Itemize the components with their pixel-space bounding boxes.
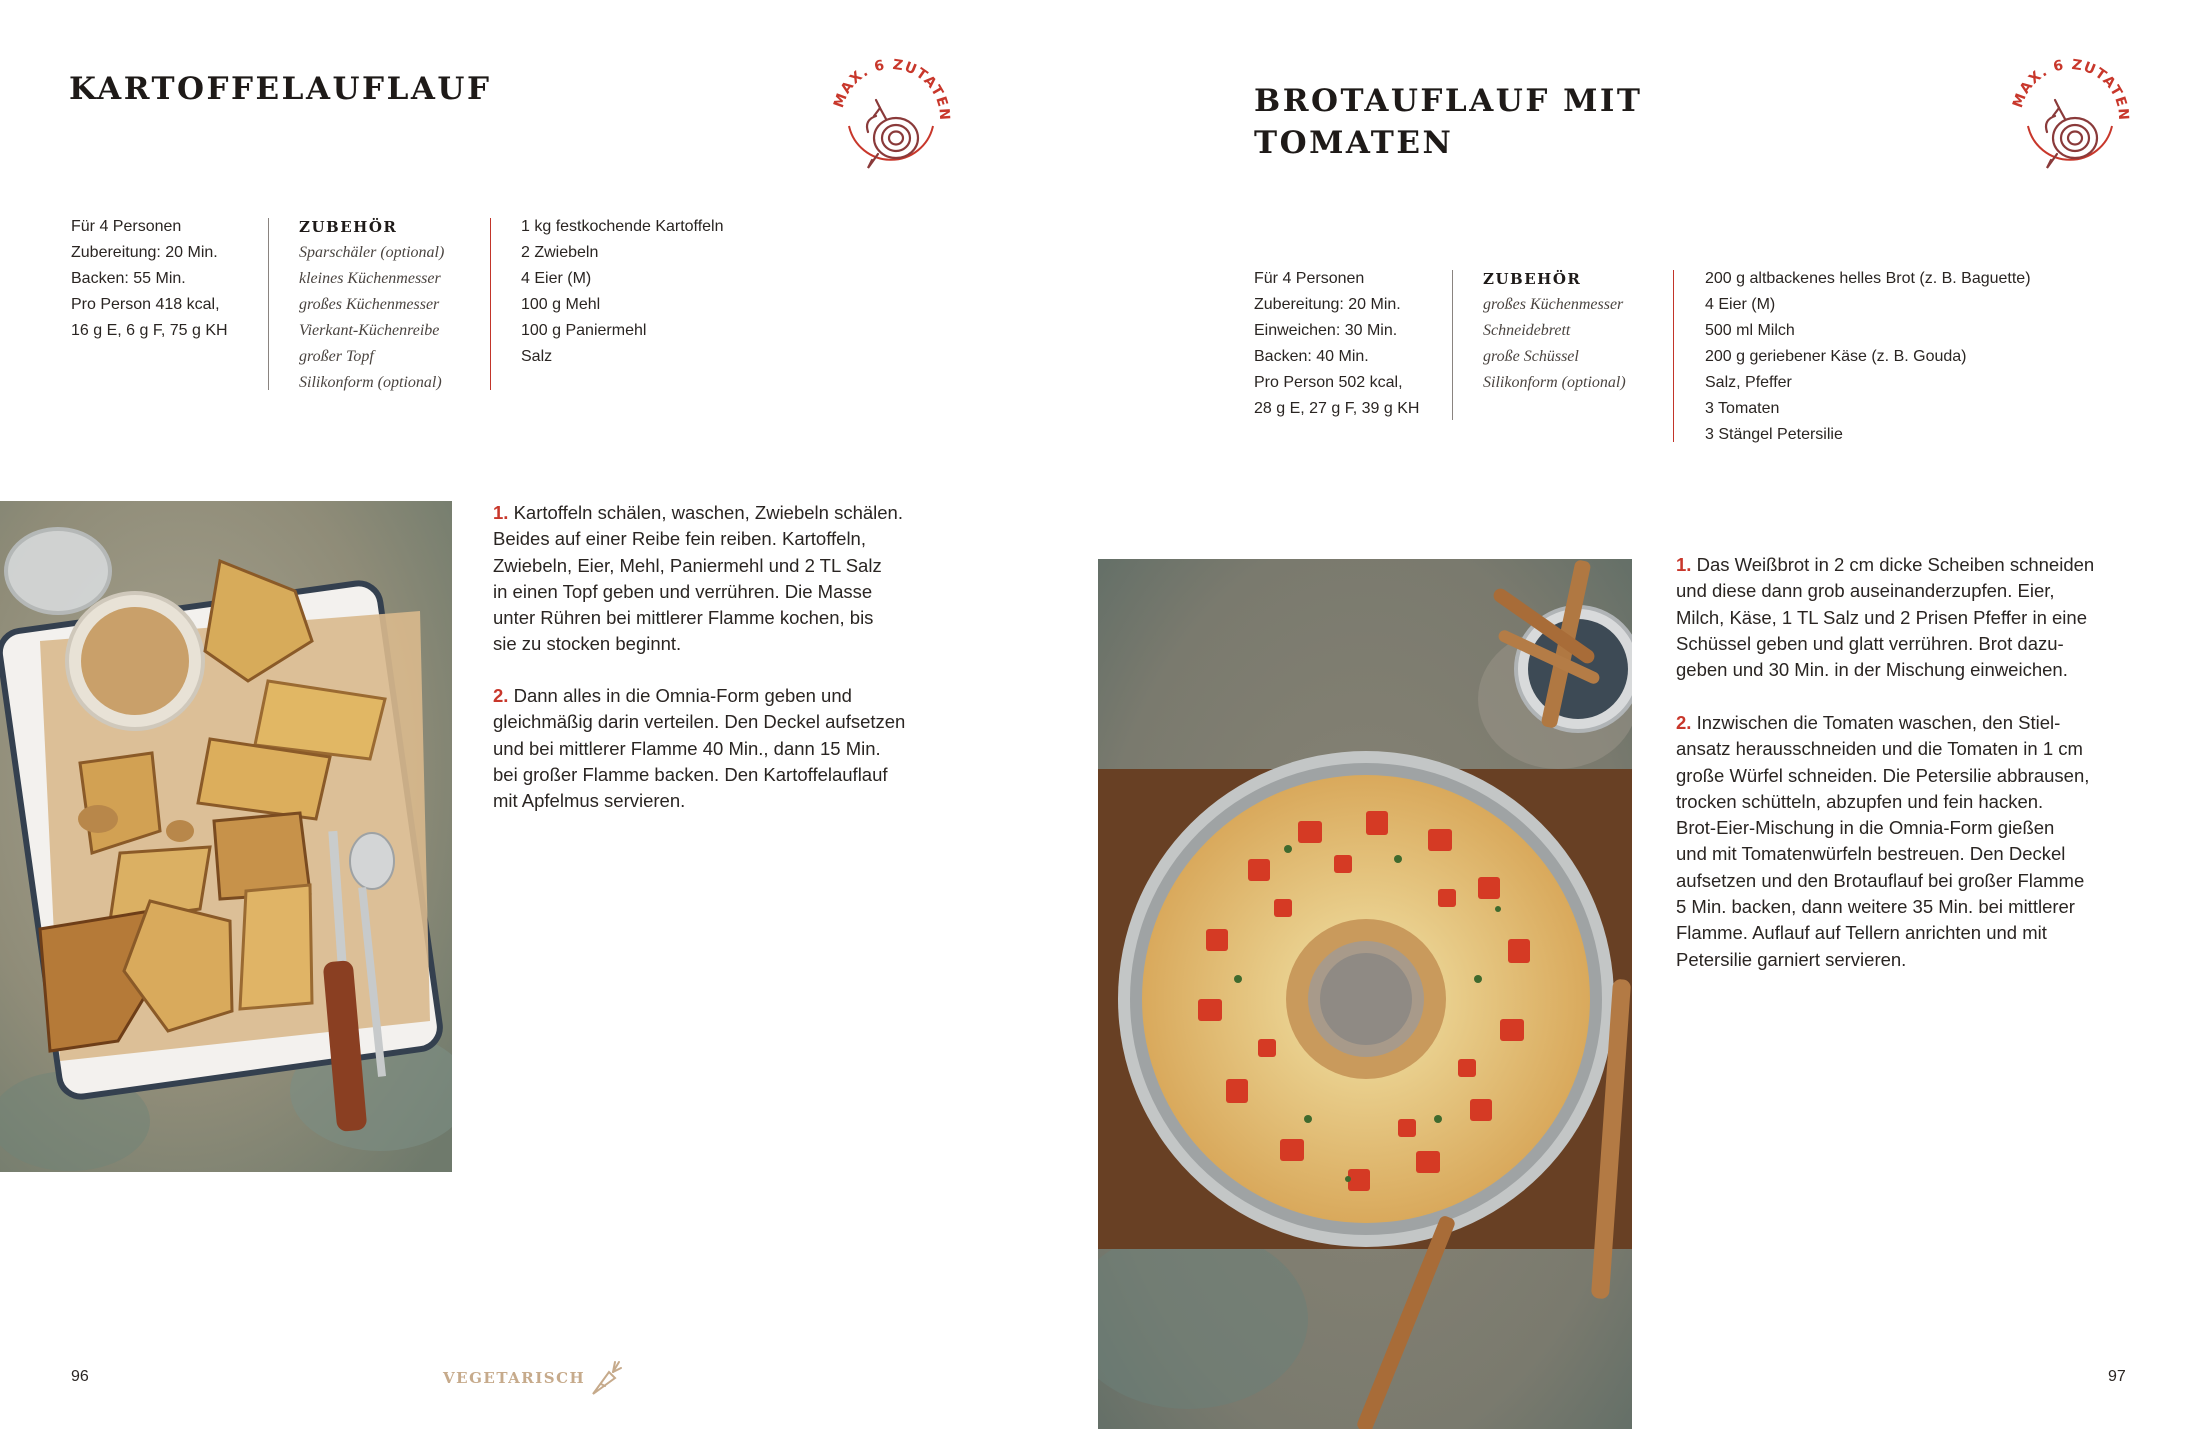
step-text: Petersilie garniert servieren. (1676, 948, 1907, 970)
carrot-icon (589, 1358, 623, 1398)
step-text: Das Weißbrot in 2 cm dicke Scheiben schneiden (1696, 554, 2095, 575)
ingredient-item: 2 Zwiebeln (521, 244, 599, 261)
equipment-heading: ZUBEHÖR (299, 218, 398, 236)
bake-time: Backen: 40 Min. (1254, 348, 1369, 365)
equipment-item: großes Küchenmesser (1483, 296, 1624, 313)
svg-text:MAX. 6 ZUTATEN (2010, 57, 2131, 122)
equipment-list (299, 214, 444, 396)
step-text: sie zu stocken beginnt. (493, 633, 682, 655)
recipe-photo (1098, 559, 1632, 1429)
step-text: Beides auf einer Reibe fein reiben. Kartoffeln, (493, 528, 866, 550)
badge-label: MAX. 6 ZUTATEN (831, 56, 953, 122)
soak-time: Einweichen: 30 Min. (1254, 322, 1398, 339)
section-label: VEGETARISCH (443, 1369, 586, 1387)
instruction-step (1676, 710, 2089, 973)
max-ingredients-badge (828, 56, 954, 186)
ingredient-item: 4 Eier (M) (521, 270, 592, 287)
title-line: TOMATEN (1254, 125, 1454, 161)
prep-time: Zubereitung: 20 Min. (71, 244, 218, 261)
step-text: in einen Topf geben und verrühren. Die Masse (493, 580, 873, 602)
section-footer (443, 1358, 623, 1398)
title-line: BROTAUFLAUF MIT (1254, 83, 1643, 119)
equipment-item: Vierkant-Küchenreibe (299, 322, 440, 339)
step-text: Flamme. Auflauf auf Tellern anrichten und mit (1676, 922, 2047, 944)
recipe-title (1254, 80, 1643, 164)
step-text: und mit Tomatenwürfeln bestreuen. Den Deckel (1676, 843, 2066, 865)
equipment-item: großer Topf (299, 348, 374, 365)
servings: Für 4 Personen (71, 218, 182, 235)
macros: 16 g E, 6 g F, 75 g KH (71, 322, 228, 339)
servings: Für 4 Personen (1254, 270, 1365, 287)
instruction-step (1676, 552, 2094, 683)
equipment-heading: ZUBEHÖR (1483, 270, 1582, 288)
step-number: 2. (1676, 712, 1692, 733)
ingredient-list (1705, 266, 2031, 448)
ingredient-item: 3 Tomaten (1705, 400, 1780, 417)
step-text: ansatz herausschneiden und die Tomaten in 1 cm (1676, 738, 2083, 760)
step-text: unter Rühren bei mittlerer Flamme kochen, bis (493, 607, 874, 629)
ingredient-item: Salz (521, 348, 553, 365)
equipment-item: Schneidebrett (1483, 322, 1571, 339)
equipment-item: Silikonform (optional) (1483, 374, 1626, 391)
prep-time: Zubereitung: 20 Min. (1254, 296, 1401, 313)
step-text: und bei mittlerer Flamme 40 Min., dann 15 Min. (493, 737, 881, 759)
step-text: bei großer Flamme backen. Den Kartoffelauflauf (493, 763, 888, 785)
badge-label: MAX. 6 ZUTATEN (2010, 56, 2132, 122)
step-text: Inzwischen die Tomaten waschen, den Stiel- (1696, 712, 2061, 733)
max-ingredients-badge (2007, 56, 2133, 186)
step-text: Kartoffeln schälen, waschen, Zwiebeln schälen. (513, 502, 903, 523)
instruction-step (493, 683, 905, 814)
step-text: Zwiebeln, Eier, Mehl, Paniermehl und 2 TL Salz (493, 554, 882, 576)
macros: 28 g E, 27 g F, 39 g KH (1254, 400, 1420, 417)
step-text: gleichmäßig darin verteilen. Den Deckel aufsetzen (493, 711, 906, 733)
step-text: geben und 30 Min. in der Mischung einweichen. (1676, 659, 2068, 681)
step-text: große Würfel schneiden. Die Petersilie abbrausen, (1676, 764, 2090, 786)
calories: Pro Person 418 kcal, (71, 296, 220, 313)
step-number: 1. (1676, 554, 1692, 575)
step-text: Milch, Käse, 1 TL Salz und 2 Prisen Pfeffer in eine (1676, 606, 2087, 628)
column-divider (1452, 270, 1453, 420)
recipe-meta (1254, 266, 1419, 422)
ingredient-list (521, 214, 724, 370)
onion-badge-icon (828, 56, 954, 186)
step-text: Brot-Eier-Mischung in die Omnia-Form gießen (1676, 817, 2055, 839)
recipe-photo (0, 501, 452, 1172)
ingredient-item: 200 g altbackenes helles Brot (z. B. Baguette) (1705, 270, 2031, 287)
page-number: 96 (71, 1368, 89, 1385)
equipment-item: großes Küchenmesser (299, 296, 440, 313)
column-divider (490, 218, 491, 390)
equipment-item: kleines Küchenmesser (299, 270, 441, 287)
page-number: 97 (2108, 1368, 2126, 1385)
equipment-item: große Schüssel (1483, 348, 1579, 365)
ingredient-item: Salz, Pfeffer (1705, 374, 1792, 391)
instruction-step (493, 500, 903, 658)
calories: Pro Person 502 kcal, (1254, 374, 1403, 391)
equipment-item: Silikonform (optional) (299, 374, 442, 391)
step-text: 5 Min. backen, dann weitere 35 Min. bei mittlerer (1676, 896, 2075, 918)
svg-text:MAX. 6 ZUTATEN (831, 57, 952, 122)
step-text: Dann alles in die Omnia-Form geben und (513, 685, 852, 706)
column-divider (268, 218, 269, 390)
onion-badge-icon (2007, 56, 2133, 186)
recipe-meta (71, 214, 228, 344)
recipe-title: KARTOFFELAUFLAUF (69, 71, 492, 107)
step-text: Schüssel geben und glatt verrühren. Brot dazu- (1676, 632, 2064, 654)
step-text: mit Apfelmus servieren. (493, 790, 686, 812)
step-text: trocken schütteln, abzupfen und fein hacken. (1676, 790, 2044, 812)
ingredient-item: 100 g Mehl (521, 296, 601, 313)
column-divider (1673, 270, 1674, 442)
step-number: 2. (493, 685, 509, 706)
ingredient-item: 1 kg festkochende Kartoffeln (521, 218, 724, 235)
equipment-list (1483, 266, 1626, 396)
step-number: 1. (493, 502, 509, 523)
ingredient-item: 500 ml Milch (1705, 322, 1795, 339)
ingredient-item: 200 g geriebener Käse (z. B. Gouda) (1705, 348, 1967, 365)
step-text: aufsetzen und den Brotauflauf bei großer Flamme (1676, 869, 2085, 891)
ingredient-item: 100 g Paniermehl (521, 322, 647, 339)
bake-time: Backen: 55 Min. (71, 270, 186, 287)
ingredient-item: 3 Stängel Petersilie (1705, 426, 1843, 443)
step-text: und diese dann grob auseinanderzupfen. Eier, (1676, 580, 2055, 602)
ingredient-item: 4 Eier (M) (1705, 296, 1776, 313)
equipment-item: Sparschäler (optional) (299, 244, 445, 261)
